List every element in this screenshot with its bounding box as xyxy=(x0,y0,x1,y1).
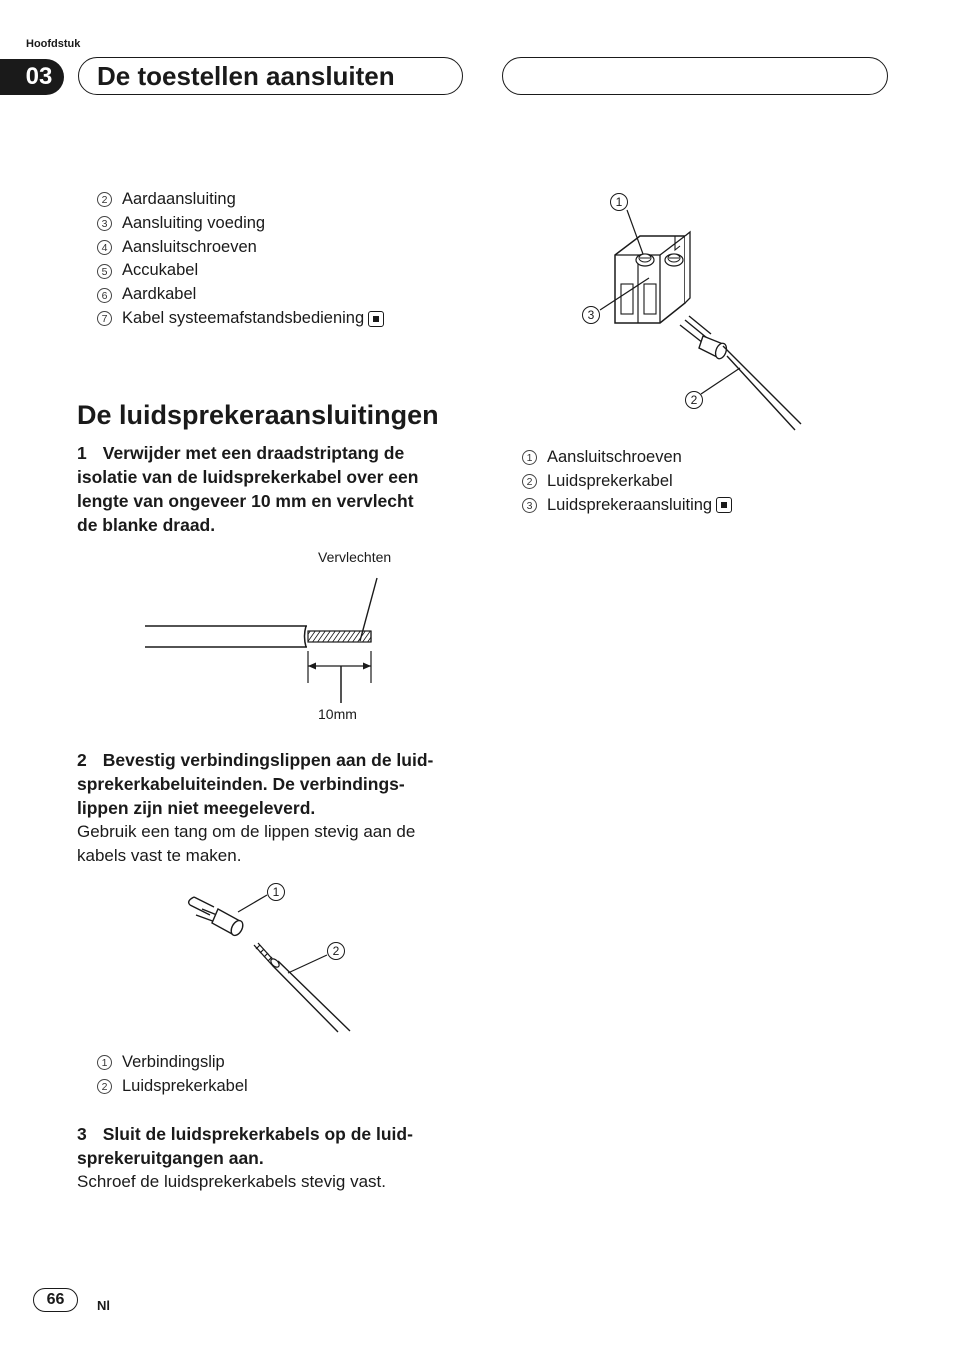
step-number: 1 xyxy=(77,443,87,463)
figure-2-legend xyxy=(97,1051,248,1099)
callout-number: 6 xyxy=(97,288,112,303)
step-2 xyxy=(77,748,472,820)
list-item-text: Aansluitschroeven xyxy=(122,237,257,256)
list-item-text: Luidsprekeraansluiting xyxy=(547,495,713,514)
callout-number: 2 xyxy=(522,474,537,489)
list-item-text: Aardaansluiting xyxy=(122,190,236,208)
body-line: kabels vast te maken. xyxy=(77,846,242,865)
end-of-section-icon xyxy=(368,311,384,327)
callout-number: 1 xyxy=(615,195,623,209)
list-item-text: Luidsprekerkabel xyxy=(547,471,673,490)
step-line: Verwijder met een draadstriptang de xyxy=(102,443,405,463)
list-item-text: Aardkabel xyxy=(122,285,197,304)
list-item-text: Aansluiting voeding xyxy=(122,213,266,232)
stripped-wire-illustration xyxy=(140,545,420,730)
step-line: sprekerkabeluiteinden. De verbindings- xyxy=(77,774,405,794)
callout-leader xyxy=(701,368,740,394)
list-item-text: Kabel systeemafstandsbediening xyxy=(122,308,365,327)
list-item xyxy=(522,470,732,494)
callout-number: 5 xyxy=(97,264,112,279)
callout-number: 1 xyxy=(272,885,280,899)
twist-label: Vervlechten xyxy=(318,549,392,565)
chapter-subtitle-frame xyxy=(502,57,888,95)
step-3-body xyxy=(77,1170,472,1194)
callout-number: 1 xyxy=(97,1055,112,1070)
list-item-text: Verbindingslip xyxy=(122,1053,225,1071)
callout-number: 3 xyxy=(97,216,112,231)
chapter-number-badge: 03 xyxy=(0,59,64,95)
step-number: 3 xyxy=(77,1124,87,1144)
list-item xyxy=(97,307,384,331)
step-line: Bevestig verbindingslippen aan de luid- xyxy=(102,750,434,770)
step-3 xyxy=(77,1122,472,1170)
insulation-end xyxy=(305,626,307,647)
list-item-text: Accukabel xyxy=(122,261,199,280)
chapter-label: Hoofdstuk xyxy=(26,38,81,50)
list-item xyxy=(97,259,384,283)
connecting-lug-illustration xyxy=(180,875,360,1040)
callout-number: 2 xyxy=(97,192,112,207)
speaker-cable xyxy=(272,961,350,1032)
callout-number: 4 xyxy=(97,240,112,255)
step-line: de blanke draad. xyxy=(77,515,216,535)
list-item xyxy=(97,283,384,307)
step-number: 2 xyxy=(77,750,87,770)
callout-number: 2 xyxy=(690,393,698,407)
speaker-cable xyxy=(723,346,801,430)
speaker-terminal-illustration xyxy=(575,188,820,438)
callout-number: 2 xyxy=(332,944,340,958)
end-of-section-icon xyxy=(716,497,732,513)
step-line: Sluit de luidsprekerkabels op de luid- xyxy=(102,1124,413,1144)
step-line: lippen zijn niet meegeleverd. xyxy=(77,798,316,818)
language-code: Nl xyxy=(97,1298,110,1313)
callout-number: 7 xyxy=(97,311,112,326)
callout-number: 3 xyxy=(522,498,537,513)
dimension-arrow-left xyxy=(308,663,316,670)
body-line: Gebruik een tang om de lippen stevig aan de xyxy=(77,822,416,841)
list-item xyxy=(97,1051,248,1075)
callout-number: 1 xyxy=(522,450,537,465)
length-label: 10mm xyxy=(318,706,357,722)
list-item-text: Luidsprekerkabel xyxy=(122,1076,248,1095)
list-item xyxy=(522,494,732,518)
step-2-body xyxy=(77,820,472,868)
list-item xyxy=(97,1075,248,1099)
list-item xyxy=(97,188,384,212)
callout-number: 3 xyxy=(587,308,595,322)
figure-3-legend xyxy=(522,446,732,517)
top-item-list xyxy=(97,188,384,331)
section-title: De luidsprekeraansluitingen xyxy=(77,400,439,430)
body-line: Schroef de luidsprekerkabels stevig vast. xyxy=(77,1172,386,1191)
chapter-title: De toestellen aansluiten xyxy=(97,61,395,91)
step-line: sprekeruitgangen aan. xyxy=(77,1148,264,1168)
list-item-text: Aansluitschroeven xyxy=(547,448,682,466)
callout-leader xyxy=(288,955,327,973)
list-item xyxy=(97,236,384,260)
callout-leader xyxy=(238,895,267,912)
step-1 xyxy=(77,441,472,537)
dimension-arrow-right xyxy=(363,663,371,670)
page-number: 66 xyxy=(33,1288,78,1312)
list-item xyxy=(522,446,732,470)
callout-number: 2 xyxy=(97,1079,112,1094)
list-item xyxy=(97,212,384,236)
step-line: isolatie van de luidsprekerkabel over een xyxy=(77,467,419,487)
step-line: lengte van ongeveer 10 mm en vervlecht xyxy=(77,491,414,511)
